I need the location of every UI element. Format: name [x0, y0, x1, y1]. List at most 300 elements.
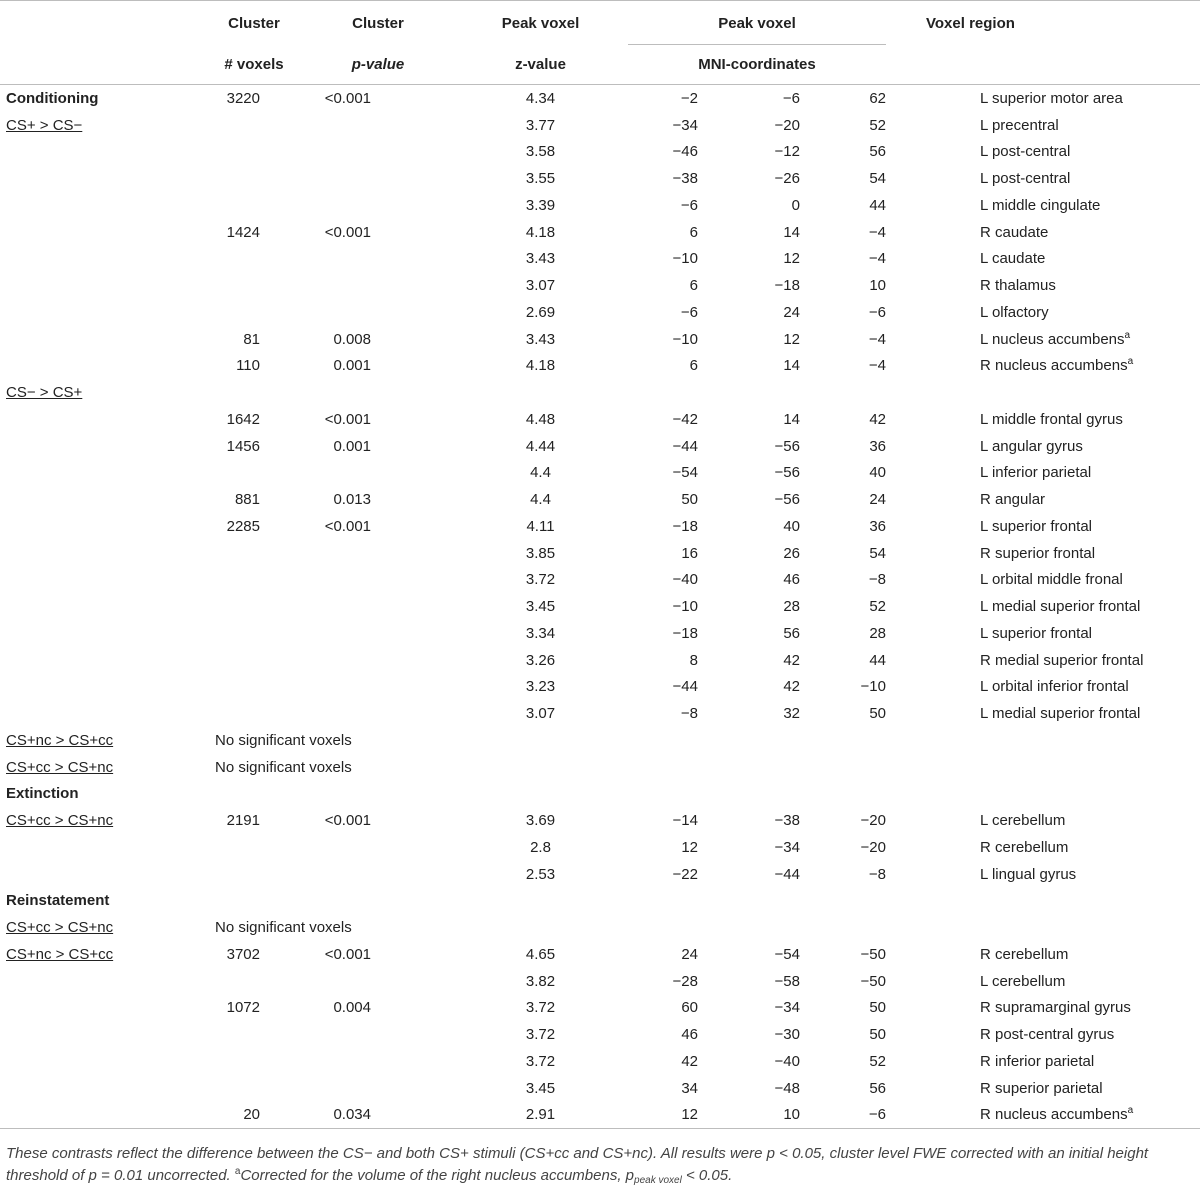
cell-p-value: [303, 674, 453, 701]
row-label: CS+cc > CS+nc: [6, 812, 114, 830]
region-text: R cerebellum: [980, 838, 1069, 856]
cell-voxel-region: [926, 567, 1200, 594]
cell-voxels: 1456: [226, 437, 260, 455]
cell-voxels: [205, 567, 303, 594]
region-text: L inferior parietal: [980, 464, 1092, 482]
cell-mni-y: 42: [783, 678, 800, 696]
cell-p-value: 0.004: [333, 999, 371, 1017]
cell-mni-z: −4: [868, 330, 886, 348]
table-row: [0, 219, 1200, 246]
table-row: [0, 246, 1200, 273]
footnote-text-2: Corrected for the volume of the right nucleus accumbens, p: [240, 1167, 635, 1184]
cell-voxel-region: [926, 647, 1200, 674]
region-text: L caudate: [980, 250, 1046, 268]
cell-mni-x: [628, 888, 728, 915]
table-row: [0, 353, 1200, 380]
cell-z-value: 4.18: [525, 223, 556, 241]
region-text: R thalamus: [980, 277, 1056, 295]
cell-voxels: 1072: [226, 999, 260, 1017]
cell-p-value: [303, 620, 453, 647]
cell-p-value: [303, 540, 453, 567]
cell-mni-y: −40: [774, 1052, 800, 1070]
footnote-text-1: These contrasts reflect the difference between the CS− and both CS+ stimuli (CS+cc and CS+nc). All results were p < 0.05, cluster level FWE corrected with an initial height threshold of p = 0.01 uncorrected.: [6, 1145, 1149, 1184]
region-text: R nucleus accumbens: [980, 357, 1128, 375]
cell-voxel-region: [926, 112, 1200, 139]
row-label: [0, 1075, 205, 1102]
cell-voxels: [205, 674, 303, 701]
header-empty: [0, 1, 205, 45]
region-text: L superior frontal: [980, 517, 1093, 535]
cell-p-value: [303, 593, 453, 620]
cell-mni-y: [728, 379, 828, 406]
cell-voxels: [205, 700, 303, 727]
cell-mni-y: 14: [783, 410, 800, 428]
row-label: [0, 460, 205, 487]
table-row: [0, 674, 1200, 701]
table-row: [0, 620, 1200, 647]
cell-z-value: 2.91: [453, 1102, 628, 1129]
header-peak-z-top: Peak voxel: [501, 14, 580, 32]
cell-voxels: [205, 246, 303, 273]
cell-z-value: 3.26: [525, 651, 556, 669]
no-significant-note: No significant voxels: [215, 758, 352, 776]
cell-voxel-region: [926, 941, 1200, 968]
cell-mni-x: −28: [672, 972, 698, 990]
region-text: R angular: [980, 491, 1046, 509]
cell-voxels: [205, 593, 303, 620]
cell-voxel-region: [926, 540, 1200, 567]
cell-mni-y: −34: [774, 999, 800, 1017]
cell-voxels: 81: [243, 330, 260, 348]
cell-voxels: [205, 112, 303, 139]
cell-p-value: [303, 299, 453, 326]
header-cluster-voxels-top: Cluster: [228, 14, 280, 32]
cell-voxel-region: [926, 139, 1200, 166]
cell-mni-x: −38: [672, 170, 698, 188]
table-row: [0, 888, 1200, 915]
header-voxel-region: Voxel region: [926, 14, 1015, 32]
header-peak-mni-top: Peak voxel: [628, 1, 926, 45]
cell-mni-z: 44: [869, 651, 886, 669]
cell-z-value: 3.45: [525, 1079, 556, 1097]
cell-voxel-region: [926, 620, 1200, 647]
cell-voxels: [205, 540, 303, 567]
cell-p-value: [303, 861, 453, 888]
region-text: L olfactory: [980, 303, 1049, 321]
cell-mni-x: 16: [681, 544, 698, 562]
cell-z-value: 3.43: [525, 330, 556, 348]
cell-z-value: 3.07: [525, 705, 556, 723]
cell-mni-x: −46: [672, 143, 698, 161]
cell-p-value: 0.001: [333, 357, 371, 375]
cell-p-value: <0.001: [324, 517, 371, 535]
cell-z-value: [453, 888, 628, 915]
cell-z-value: 3.72: [525, 1052, 556, 1070]
region-text: L nucleus accumbens: [980, 330, 1125, 348]
row-label: [0, 834, 205, 861]
cell-mni-z: [828, 379, 926, 406]
header-row-2: [0, 45, 1200, 85]
cell-voxels: 2285: [226, 517, 260, 535]
row-label: [0, 299, 205, 326]
cell-mni-x: 8: [689, 651, 698, 669]
region-text: L superior motor area: [980, 89, 1123, 107]
cell-voxel-region: [926, 486, 1200, 513]
region-text: R superior parietal: [980, 1079, 1103, 1097]
row-label: [0, 219, 205, 246]
cell-mni-x: −54: [672, 464, 698, 482]
cell-voxels: [205, 647, 303, 674]
table-row: [0, 513, 1200, 540]
cell-mni-x: −6: [680, 303, 698, 321]
cell-mni-y: −48: [774, 1079, 800, 1097]
region-text: L middle frontal gyrus: [980, 410, 1123, 428]
cell-mni-y: 12: [783, 250, 800, 268]
row-label: [0, 326, 205, 353]
table-row: [0, 433, 1200, 460]
header-p-value-text: p-value: [351, 56, 405, 73]
cell-z-value: 3.45: [525, 598, 556, 616]
region-superscript: a: [1124, 329, 1131, 341]
cell-mni-y: −30: [774, 1026, 800, 1044]
cell-p-value: [303, 139, 453, 166]
region-text: R supramarginal gyrus: [980, 999, 1131, 1017]
row-label: [0, 1021, 205, 1048]
row-label: [0, 861, 205, 888]
cell-mni-z: 56: [869, 143, 886, 161]
cell-voxel-region: [926, 513, 1200, 540]
table-row: [0, 1048, 1200, 1075]
table-row: [0, 379, 1200, 406]
cell-z-value: 4.65: [525, 945, 556, 963]
no-significant-note: No significant voxels: [215, 731, 352, 749]
region-text: L medial superior frontal: [980, 598, 1141, 616]
region-text: L lingual gyrus: [980, 865, 1077, 883]
cell-voxel-region: [926, 379, 1200, 406]
table-row: [0, 754, 1200, 781]
cell-voxel-region: [926, 219, 1200, 246]
row-label: [0, 353, 205, 380]
cell-voxels: [205, 888, 303, 915]
cell-p-value: [303, 834, 453, 861]
region-text: L cerebellum: [980, 972, 1066, 990]
footnote-text-3: < 0.05.: [681, 1167, 733, 1184]
cell-p-value: [303, 1048, 453, 1075]
cell-voxels: [205, 1075, 303, 1102]
cell-z-value: 2.8: [530, 838, 551, 856]
row-label: [0, 272, 205, 299]
cell-mni-z: −50: [860, 972, 886, 990]
cell-mni-z: −4: [868, 250, 886, 268]
cell-mni-z: [828, 781, 926, 808]
cell-voxels: [205, 1048, 303, 1075]
region-text: L middle cingulate: [980, 196, 1101, 214]
cell-mni-x: −22: [672, 865, 698, 883]
header-p-value: [303, 45, 453, 85]
cell-mni-x: 42: [681, 1052, 698, 1070]
cell-mni-y: 40: [783, 517, 800, 535]
row-label: [0, 192, 205, 219]
cell-z-value: 4.44: [525, 437, 556, 455]
row-label: Reinstatement: [6, 892, 110, 910]
cell-mni-z: −6: [868, 303, 886, 321]
cell-z-value: 4.48: [525, 410, 556, 428]
region-text: L superior frontal: [980, 624, 1093, 642]
cell-p-value: [303, 460, 453, 487]
header-num-voxels: # voxels: [205, 45, 303, 85]
row-label: CS− > CS+: [6, 384, 83, 402]
row-label: [0, 540, 205, 567]
table-row: [0, 807, 1200, 834]
cell-z-value: 2.69: [525, 303, 556, 321]
footnote-subscript: peak voxel: [634, 1175, 682, 1186]
cell-mni-x: −10: [672, 598, 698, 616]
cell-mni-z: 28: [869, 624, 886, 642]
cell-voxels: [205, 1021, 303, 1048]
cell-mni-z: −50: [860, 945, 886, 963]
table-row: [0, 272, 1200, 299]
cell-mni-y: 0: [791, 196, 800, 214]
region-superscript: a: [1127, 356, 1134, 368]
cell-p-value: [303, 647, 453, 674]
cell-mni-x: 6: [689, 357, 698, 375]
cell-p-value: [303, 192, 453, 219]
cell-z-value: 3.72: [525, 571, 556, 589]
cell-mni-x: −14: [672, 812, 698, 830]
cell-voxel-region: [926, 353, 1200, 380]
cell-z-value: 3.72: [525, 1026, 556, 1044]
row-label: [0, 968, 205, 995]
cell-mni-y: −12: [774, 143, 800, 161]
row-label: CS+nc > CS+cc: [6, 731, 114, 749]
cell-mni-z: 62: [869, 89, 886, 107]
cell-p-value: [303, 1021, 453, 1048]
cell-mni-x: −34: [672, 116, 698, 134]
footnote-superscript: a: [234, 1166, 241, 1177]
cell-p-value: [303, 968, 453, 995]
cell-p-value: [303, 165, 453, 192]
region-text: R post-central gyrus: [980, 1026, 1115, 1044]
cell-voxel-region: [926, 674, 1200, 701]
table-row: [0, 192, 1200, 219]
cell-p-value: 0.034: [303, 1102, 453, 1129]
region-text: L angular gyrus: [980, 437, 1083, 455]
cell-voxel-region: [926, 272, 1200, 299]
table-row: [0, 139, 1200, 166]
row-label: Extinction: [6, 785, 79, 803]
row-label: [0, 593, 205, 620]
cell-voxels: 2191: [226, 812, 260, 830]
cell-mni-z: 50: [869, 999, 886, 1017]
cell-mni-z: [828, 888, 926, 915]
table-body: [0, 85, 1200, 1129]
table-row: [0, 995, 1200, 1022]
cell-z-value: 3.72: [525, 999, 556, 1017]
table-row: [0, 941, 1200, 968]
cell-mni-z: 52: [869, 116, 886, 134]
cell-mni-y: −34: [774, 838, 800, 856]
cell-p-value: <0.001: [324, 945, 371, 963]
cell-p-value: [303, 379, 453, 406]
cell-voxels: [205, 192, 303, 219]
cell-voxel-region: [926, 299, 1200, 326]
cell-p-value: [303, 112, 453, 139]
cell-voxels: 3220: [226, 89, 260, 107]
cell-p-value: <0.001: [324, 812, 371, 830]
table-row: [0, 406, 1200, 433]
cell-mni-z: 50: [869, 705, 886, 723]
table-row: [0, 1102, 1200, 1129]
cell-mni-y: −56: [774, 437, 800, 455]
table-row: [0, 112, 1200, 139]
cell-z-value: 3.07: [525, 277, 556, 295]
cell-p-value: [303, 1075, 453, 1102]
cell-voxels: [205, 861, 303, 888]
cell-z-value: 3.69: [525, 812, 556, 830]
table-row: [0, 1021, 1200, 1048]
cell-mni-x: −2: [680, 89, 698, 107]
cell-voxel-region: [926, 781, 1200, 808]
cell-mni-x: [628, 781, 728, 808]
cell-mni-y: 12: [783, 330, 800, 348]
cell-mni-z: −20: [860, 838, 886, 856]
cell-voxel-region: [926, 406, 1200, 433]
cell-mni-z: −8: [868, 571, 886, 589]
region-text: L medial superior frontal: [980, 705, 1141, 723]
cell-mni-x: −44: [672, 437, 698, 455]
cell-voxels: [205, 968, 303, 995]
region-text: R medial superior frontal: [980, 651, 1144, 669]
cell-z-value: 3.55: [525, 170, 556, 188]
row-label: [0, 433, 205, 460]
cell-mni-x: 6: [689, 277, 698, 295]
region-text: L precentral: [980, 116, 1059, 134]
table-row: [0, 727, 1200, 754]
cell-voxel-region: [926, 968, 1200, 995]
cell-voxels: [205, 299, 303, 326]
cell-mni-y: 46: [783, 571, 800, 589]
cell-p-value: [303, 888, 453, 915]
cell-mni-z: 42: [869, 410, 886, 428]
cell-mni-y: 28: [783, 598, 800, 616]
row-label: [0, 647, 205, 674]
table-row: [0, 968, 1200, 995]
cell-mni-z: 52: [869, 1052, 886, 1070]
cell-mni-x: −42: [672, 410, 698, 428]
cell-voxel-region: [926, 834, 1200, 861]
cell-z-value: [453, 379, 628, 406]
cell-mni-y: −54: [774, 945, 800, 963]
cell-mni-y: 56: [783, 624, 800, 642]
cell-mni-y: 26: [783, 544, 800, 562]
cell-voxels: [205, 620, 303, 647]
cell-mni-z: −4: [868, 223, 886, 241]
cell-z-value: 4.18: [525, 357, 556, 375]
cell-voxel-region: [926, 1048, 1200, 1075]
row-label: [0, 486, 205, 513]
cell-mni-z: 36: [869, 517, 886, 535]
table-row: [0, 1075, 1200, 1102]
cell-voxel-region: [926, 246, 1200, 273]
cell-mni-z: −6: [828, 1102, 926, 1129]
cell-mni-x: 50: [681, 491, 698, 509]
cell-mni-y: −6: [782, 89, 800, 107]
cell-mni-x: 24: [681, 945, 698, 963]
cell-z-value: 4.11: [526, 517, 555, 535]
cell-mni-y: −18: [774, 277, 800, 295]
cell-voxels: 1642: [226, 410, 260, 428]
row-label: [0, 995, 205, 1022]
cell-mni-z: 54: [869, 170, 886, 188]
row-label: [0, 246, 205, 273]
cell-mni-x: −18: [672, 624, 698, 642]
cell-mni-y: −58: [774, 972, 800, 990]
cell-p-value: 0.008: [333, 330, 371, 348]
row-label: [0, 513, 205, 540]
cell-z-value: 3.58: [525, 143, 556, 161]
cell-mni-z: 56: [869, 1079, 886, 1097]
cell-mni-y: −44: [774, 865, 800, 883]
row-label: [0, 567, 205, 594]
cell-mni-z: 36: [869, 437, 886, 455]
cell-mni-y: 32: [783, 705, 800, 723]
cell-p-value: <0.001: [324, 410, 371, 428]
cell-p-value: [303, 567, 453, 594]
cell-voxel-region: [926, 700, 1200, 727]
cell-voxel-region: [926, 1075, 1200, 1102]
cell-mni-z: 40: [869, 464, 886, 482]
table-row: [0, 647, 1200, 674]
cell-mni-y: 42: [783, 651, 800, 669]
cell-voxels: [205, 460, 303, 487]
cell-voxel-region: [926, 192, 1200, 219]
cell-voxels: [205, 379, 303, 406]
table-row: [0, 326, 1200, 353]
cell-z-value: [453, 781, 628, 808]
cell-p-value: [303, 781, 453, 808]
cell-voxels: [205, 272, 303, 299]
cell-mni-z: 52: [869, 598, 886, 616]
cell-mni-z: −20: [860, 812, 886, 830]
cell-p-value: 0.001: [333, 437, 371, 455]
table-row: [0, 567, 1200, 594]
table-row: [0, 299, 1200, 326]
cell-z-value: 3.77: [525, 116, 556, 134]
cell-mni-z: 24: [869, 491, 886, 509]
region-text: L orbital middle fronal: [980, 571, 1123, 589]
cell-mni-z: −4: [868, 357, 886, 375]
cell-mni-y: 24: [783, 303, 800, 321]
region-text: R cerebellum: [980, 945, 1069, 963]
cell-z-value: 3.39: [525, 196, 556, 214]
cell-mni-x: 46: [681, 1026, 698, 1044]
cell-mni-y: −56: [774, 464, 800, 482]
region-text: R nucleus accumbens: [980, 1106, 1128, 1124]
table-row: [0, 700, 1200, 727]
region-text: L post-central: [980, 143, 1071, 161]
row-label: Conditioning: [6, 89, 99, 107]
cell-mni-x: −18: [672, 517, 698, 535]
cell-mni-y: −26: [774, 170, 800, 188]
cell-mni-z: −10: [860, 678, 886, 696]
cell-voxel-region: [926, 888, 1200, 915]
cell-mni-x: −8: [680, 705, 698, 723]
cell-p-value: [303, 246, 453, 273]
cell-mni-x: −40: [672, 571, 698, 589]
table-row: [0, 460, 1200, 487]
cell-voxels: 1424: [226, 223, 260, 241]
cell-voxel-region: [926, 326, 1200, 353]
